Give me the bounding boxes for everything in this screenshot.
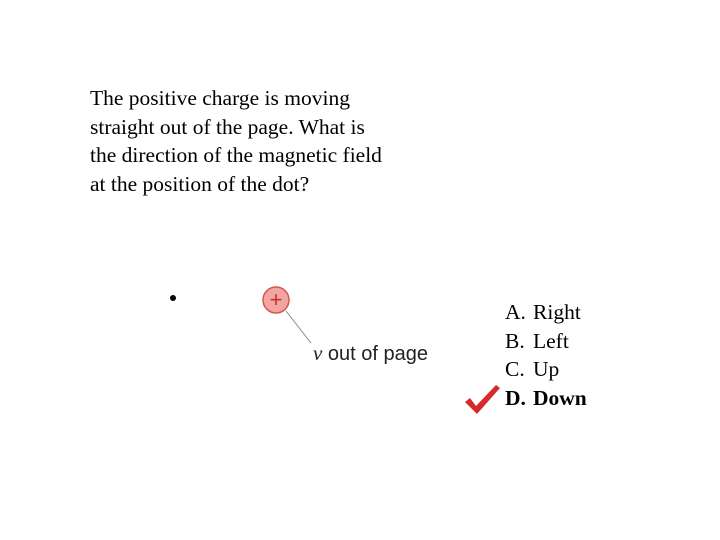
question-line: straight out of the page. What is — [90, 114, 365, 139]
question-line: the direction of the magnetic field — [90, 143, 382, 167]
field-point-dot — [170, 295, 176, 301]
answer-text: Down — [533, 385, 587, 410]
question-line: at the position of the dot? — [90, 171, 310, 196]
answer-option-c[interactable] — [505, 355, 587, 384]
velocity-label — [313, 341, 428, 366]
answer-option-d[interactable] — [505, 384, 587, 413]
answer-text: Up — [533, 357, 560, 381]
question-text — [90, 84, 435, 198]
answer-text: Left — [533, 328, 569, 353]
answer-list — [505, 298, 587, 412]
checkmark-icon — [462, 382, 502, 416]
answer-option-a[interactable] — [505, 298, 587, 327]
answer-letter: A. — [505, 300, 526, 324]
question-line: The positive charge is moving — [90, 86, 350, 110]
velocity-pointer-line — [286, 311, 311, 343]
answer-option-b[interactable] — [505, 327, 587, 356]
answer-text: Right — [533, 300, 581, 324]
velocity-symbol: v — [313, 341, 323, 365]
velocity-direction-text: out of page — [327, 343, 428, 365]
positive-charge-symbol: + — [269, 287, 283, 312]
answer-letter: D. — [505, 385, 526, 410]
answer-letter: C. — [505, 357, 525, 381]
answer-letter: B. — [505, 328, 525, 353]
